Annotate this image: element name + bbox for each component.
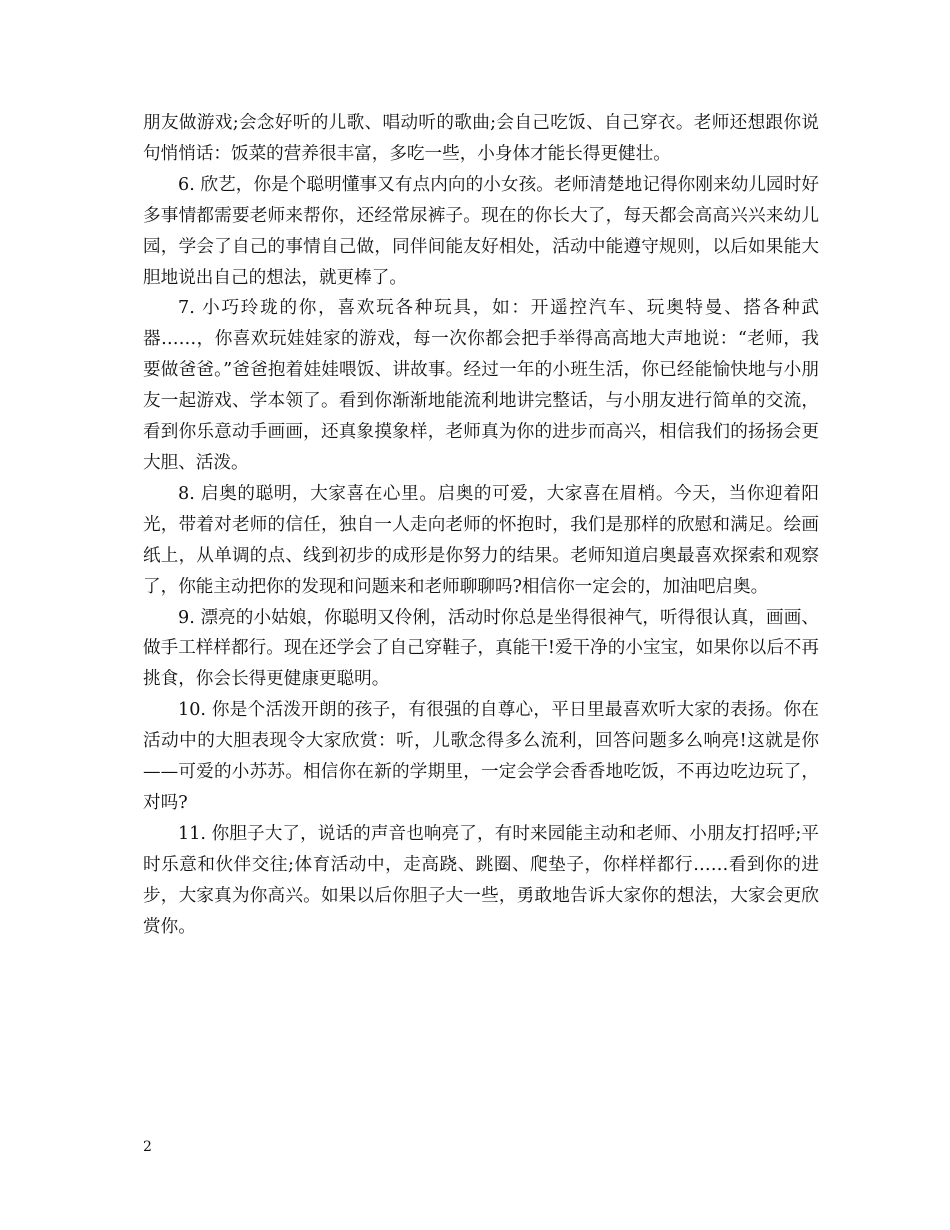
- paragraph-6: 6. 欣艺，你是个聪明懂事又有点内向的小女孩。老师清楚地记得你刚来幼儿园时好多事情都需要老师来帮你，还经常尿裤子。现在的你长大了，每天都会高高兴兴来幼儿园，学会了自己的事情自己做，同伴间能友好相处，活动中能遵守规则，以后如果能大胆地说出自己的想法，就更棒了。: [143, 174, 819, 288]
- paragraph-continued: 朋友做游戏;会念好听的儿歌、唱动听的歌曲;会自己吃饭、自己穿衣。老师还想跟你说句悄悄话：饭菜的营养很丰富，多吃一些，小身体才能长得更健壮。: [143, 113, 819, 164]
- paragraph-8: 8. 启奥的聪明，大家喜在心里。启奥的可爱，大家喜在眉梢。今天，当你迎着阳光，带着对老师的信任，独自一人走向老师的怀抱时，我们是那样的欣慰和满足。绘画纸上，从单调的点、线到初步的成形是你努力的结果。老师知道启奥最喜欢探索和观察了，你能主动把你的发现和问题来和老师聊聊吗?相信你一定会的，加油吧启奥。: [143, 483, 819, 597]
- paragraph-11: 11. 你胆子大了，说话的声音也响亮了，有时来园能主动和老师、小朋友打招呼;平时乐意和伙伴交往;体育活动中，走高跷、跳圈、爬垫子，你样样都行……看到你的进步，大家真为你高兴。如果以后你胆子大一些，勇敢地告诉大家你的想法，大家会更欣赏你。: [143, 823, 819, 937]
- paragraph-7: 7. 小巧玲珑的你，喜欢玩各种玩具，如：开遥控汽车、玩奥特曼、搭各种武器……，你喜欢玩娃娃家的游戏，每一次你都会把手举得高高地大声地说：“老师，我要做爸爸。”爸爸抱着娃娃喂饭、讲故事。经过一年的小班生活，你已经能愉快地与小朋友一起游戏、学本领了。看到你渐渐地能流利地讲完整话，与小朋友进行简单的交流，看到你乐意动手画画，还真象摸象样，老师真为你的进步而高兴，相信我们的扬扬会更大胆、活泼。: [143, 298, 819, 473]
- paragraph-9: 9. 漂亮的小姑娘，你聪明又伶俐，活动时你总是坐得很神气，听得很认真，画画、做手工样样都行。现在还学会了自己穿鞋子，真能干!爱干净的小宝宝，如果你以后不再挑食，你会长得更健康更聪明。: [143, 607, 819, 690]
- paragraph-10: 10. 你是个活泼开朗的孩子，有很强的自尊心，平日里最喜欢听大家的表扬。你在活动中的大胆表现令大家欣赏：听，儿歌念得多么流利，回答问题多么响亮!这就是你——可爱的小苏苏。相信你在新的学期里，一定会学会香香地吃饭，不再边吃边玩了，对吗?: [143, 700, 819, 813]
- document-body: [143, 108, 819, 942]
- page-number: 2: [143, 1139, 152, 1155]
